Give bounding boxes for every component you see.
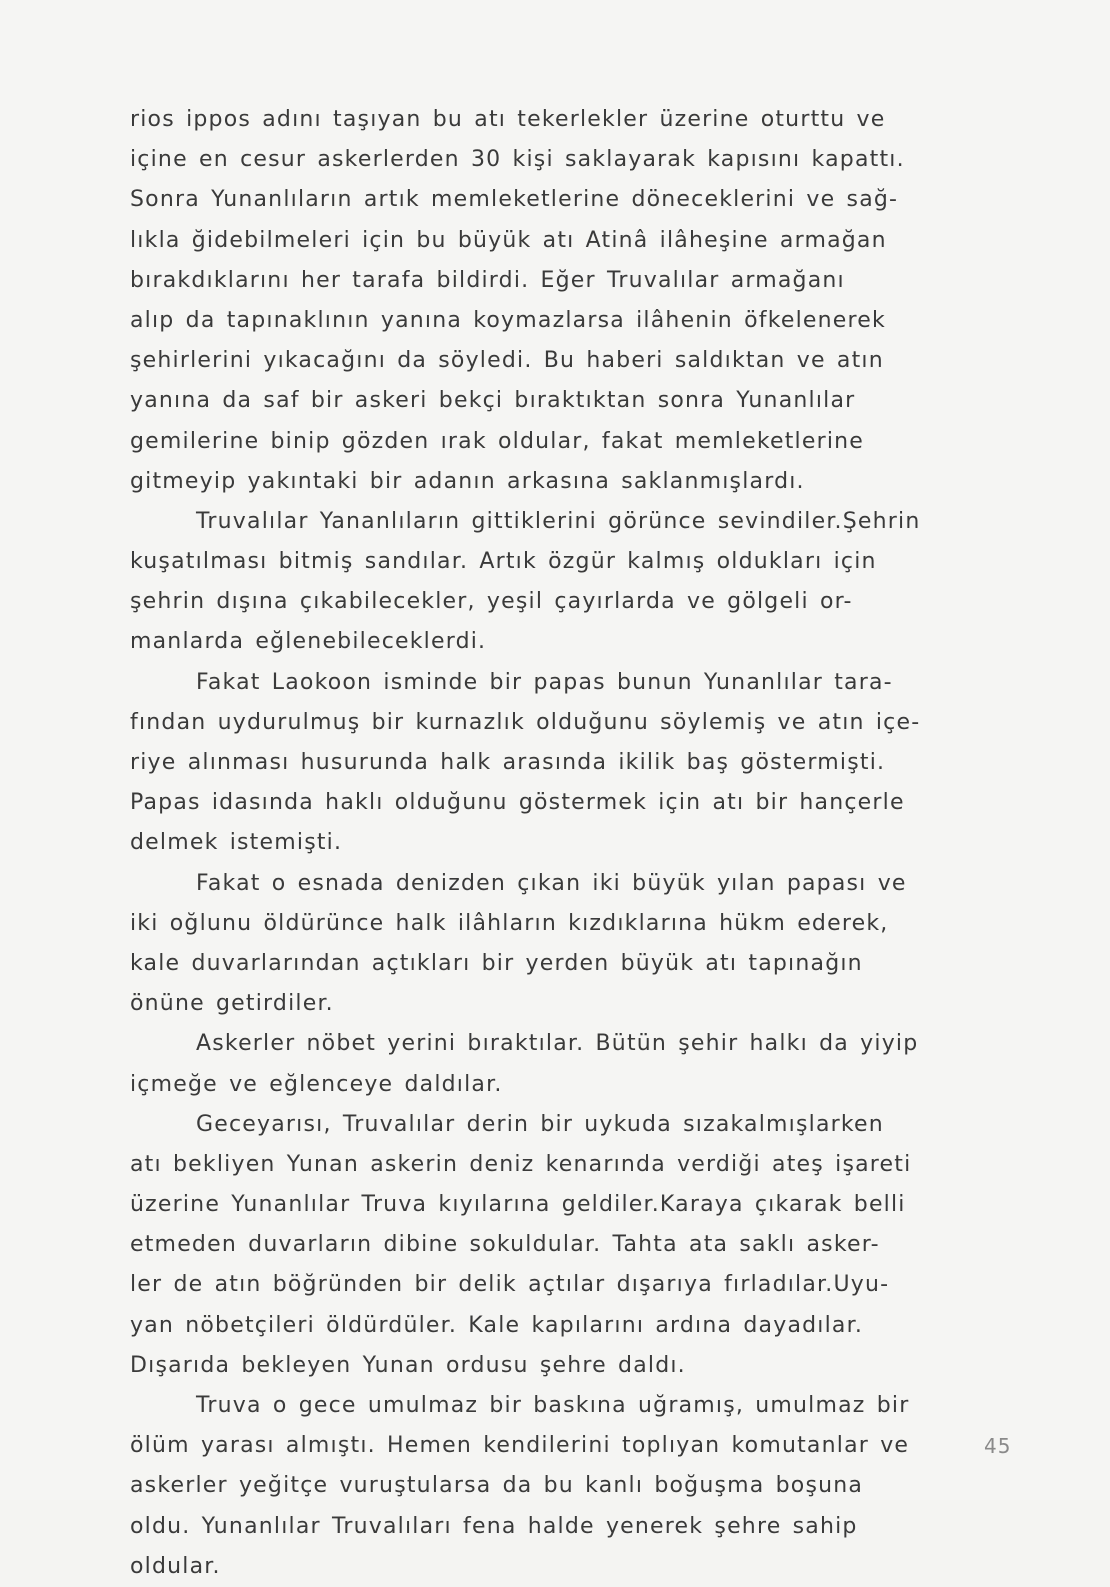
text-line: önüne getirdiler. (130, 991, 334, 1017)
text-line: kuşatılması bitmiş sandılar. Artık özgür kalmış oldukları için (130, 549, 877, 575)
paragraph-start-line: Fakat o esnada denizden çıkan iki büyük yılan papası ve (196, 870, 907, 896)
text-line: şehirlerini yıkacağını da söyledi. Bu haberi saldıktan ve atın (130, 348, 884, 374)
text-line: içine en cesur askerlerden 30 kişi saklayarak kapısını kapattı. (130, 147, 905, 173)
text-line: ölüm yarası almıştı. Hemen kendilerini toplıyan komutanlar ve (130, 1433, 910, 1459)
text-line: şehrin dışına çıkabilecekler, yeşil çayırlarda ve gölgeli or- (130, 589, 853, 615)
text-line: alıp da tapınaklının yanına koymazlarsa ilâhenin öfkelenerek (130, 307, 886, 333)
text-line: oldular. (130, 1553, 221, 1579)
text-line: fından uydurulmuş bir kurnazlık olduğunu söylemiş ve atın içe- (130, 709, 921, 735)
text-line: bırakdıklarını her tarafa bildirdi. Eğer Truvalılar armağanı (130, 267, 845, 293)
text-line: kale duvarlarından açtıkları bir yerden büyük atı tapınağın (130, 950, 863, 976)
text-line: rios ippos adını taşıyan bu atı tekerlekler üzerine oturttu ve (130, 107, 886, 132)
text-line: Sonra Yunanlıların artık memleketlerine döneceklerini ve sağ- (130, 187, 899, 213)
text-line: Dışarıda bekleyen Yunan ordusu şehre daldı. (130, 1352, 686, 1378)
text-line: askerler yeğitçe vuruştularsa da bu kanlı boğuşma boşuna (130, 1473, 864, 1499)
text-line: riye alınması husurunda halk arasında ikilik baş göstermişti. (130, 750, 886, 775)
paragraph-start-line: Truva o gece umulmaz bir baskına uğramış, umulmaz bir (196, 1393, 910, 1418)
page-number: 45 (984, 1434, 1012, 1458)
paragraph-start-line: Geceyarısı, Truvalılar derin bir uykuda sızakalmışlarken (196, 1111, 884, 1137)
text-line: ler de atın böğründen bir delik açtılar dışarıya fırladılar.Uyu- (130, 1272, 890, 1298)
text-line: lıkla ğidebilmeleri için bu büyük atı Atinâ ilâheşine armağan (130, 227, 887, 253)
text-line: oldu. Yunanlılar Truvalıları fena halde yenerek şehre sahip (130, 1513, 858, 1539)
text-line: iki oğlunu öldürünce halk ilâhların kızdıklarına hükm ederek, (130, 910, 889, 936)
text-line: atı bekliyen Yunan askerin deniz kenarında verdiği ateş işareti (130, 1151, 912, 1177)
text-line: gitmeyip yakıntaki bir adanın arkasına saklanmışlardı. (130, 468, 805, 494)
text-line: yanına da saf bir askeri bekçi bıraktıktan sonra Yunanlılar (130, 388, 856, 414)
paragraph-start-line: Truvalılar Yananlıların gittiklerini görünce sevindiler.Şehrin (196, 508, 921, 534)
text-line: Papas idasında haklı olduğunu göstermek için atı bir hançerle (130, 790, 905, 816)
text-line: etmeden duvarların dibine sokuldular. Tahta ata saklı asker- (130, 1232, 880, 1258)
text-line: içmeğe ve eğlenceye daldılar. (130, 1071, 503, 1097)
text-line: üzerine Yunanlılar Truva kıyılarına geldiler.Karaya çıkarak belli (130, 1192, 906, 1218)
body-text (130, 100, 1010, 1587)
text-line: delmek istemişti. (130, 830, 343, 856)
text-line: manlarda eğlenebileceklerdi. (130, 629, 487, 655)
text-line: gemilerine binip gözden ırak oldular, fakat memleketlerine (130, 428, 865, 454)
paragraph-start-line: Askerler nöbet yerini bıraktılar. Bütün şehir halkı da yiyip (196, 1031, 919, 1057)
text-line: yan nöbetçileri öldürdüler. Kale kapılarını ardına dayadılar. (130, 1312, 864, 1338)
paragraph-start-line: Fakat Laokoon isminde bir papas bunun Yunanlılar tara- (196, 669, 893, 695)
